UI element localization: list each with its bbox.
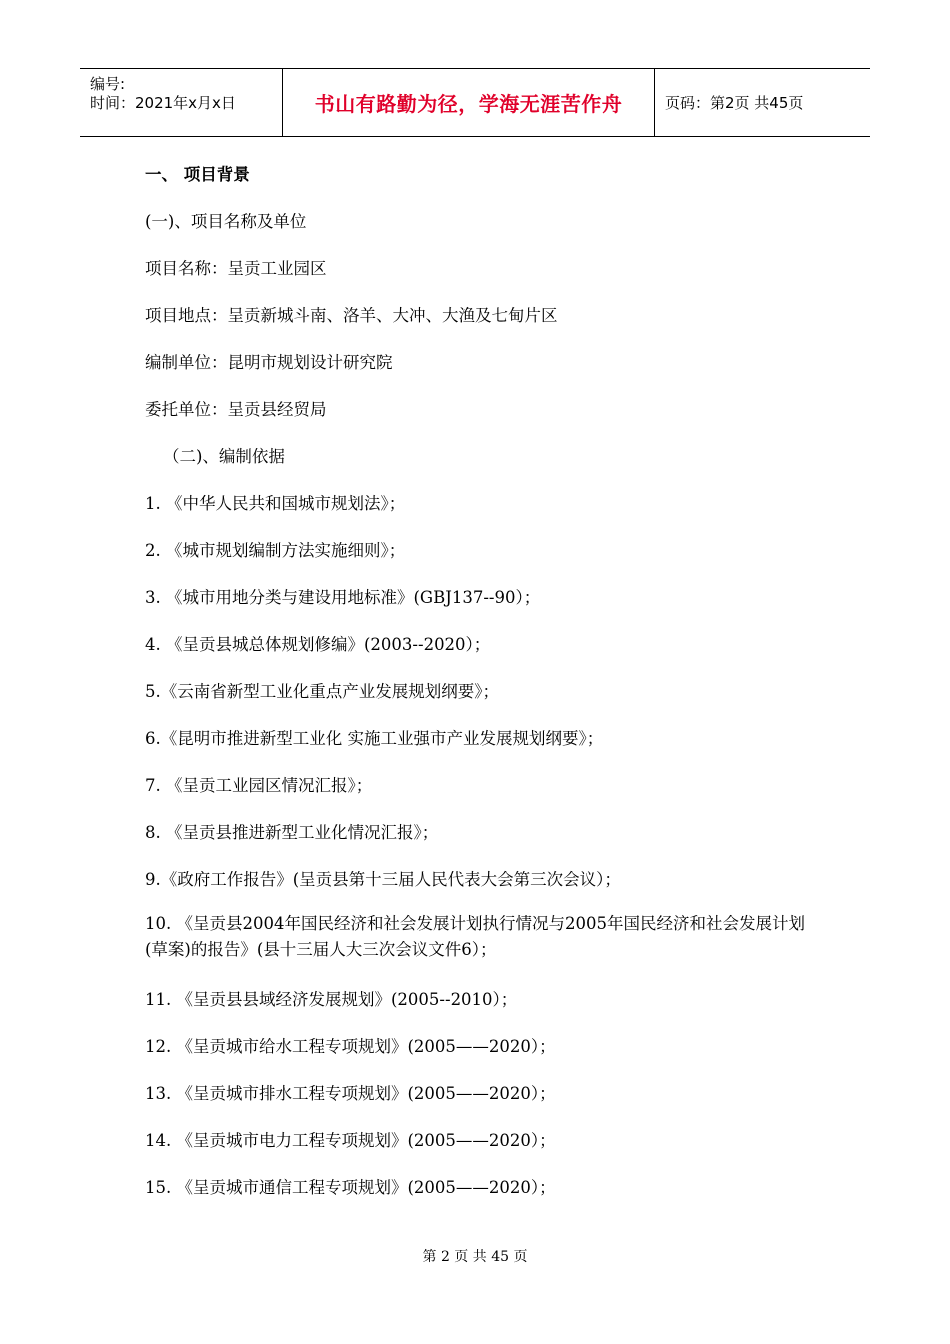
reference-item: 15. 《呈贡城市通信工程专项规划》(2005——2020）； [145,1178,556,1197]
reference-item: 5.《云南省新型工业化重点产业发展规划纲要》； [145,682,499,701]
reference-item: 11. 《呈贡县县域经济发展规划》(2005--2010）； [145,990,518,1009]
reference-item: 6.《昆明市推进新型工业化 实施工业强市产业发展规划纲要》； [145,729,604,748]
header-page-info: 页码：第2页 共45页 [665,94,804,112]
reference-item: 12. 《呈贡城市给水工程专项规划》(2005——2020）； [145,1037,556,1056]
header-motto-cell [282,69,655,136]
client-unit: 委托单位：呈贡县经贸局 [145,400,327,419]
document-header [80,68,870,137]
reference-item: 7. 《呈贡工业园区情况汇报》； [145,776,373,795]
reference-item: 4. 《呈贡县城总体规划修编》(2003--2020）； [145,635,491,654]
subsection-title-1: (一)、项目名称及单位 [145,212,307,231]
reference-item: 9.《政府工作报告》(呈贡县第十三届人民代表大会第三次会议）； [145,870,621,889]
header-page-cell [655,69,870,136]
reference-item: 10. 《呈贡县2004年国民经济和社会发展计划执行情况与2005年国民经济和社会发展计划(草案)的报告》(县十三届人大三次会议文件6）； [145,914,805,959]
reference-item: 3. 《城市用地分类与建设用地标准》(GBJ137--90）； [145,588,541,607]
document-code-label: 编号: [90,75,126,93]
reference-item: 1. 《中华人民共和国城市规划法》； [145,494,406,513]
reference-item: 8. 《呈贡县推进新型工业化情况汇报》； [145,823,439,842]
project-location: 项目地点：呈贡新城斗南、洛羊、大冲、大渔及七甸片区 [145,306,558,325]
reference-item: 2. 《城市规划编制方法实施细则》； [145,541,406,560]
section-title: 一、 项目背景 [145,165,250,184]
document-time-label: 时间：2021年x月x日 [90,94,236,112]
page-footer: 第 2 页 共 45 页 [422,1249,528,1265]
reference-item: 13. 《呈贡城市排水工程专项规划》(2005——2020）； [145,1084,556,1103]
subsection-title-2: （二)、编制依据 [163,447,285,466]
project-name: 项目名称：呈贡工业园区 [145,259,327,278]
header-meta-cell [80,69,282,136]
compiler-unit: 编制单位：昆明市规划设计研究院 [145,353,393,372]
header-motto: 书山有路勤为径，学海无涯苦作舟 [314,92,623,116]
reference-item: 14. 《呈贡城市电力工程专项规划》(2005——2020）； [145,1131,556,1150]
